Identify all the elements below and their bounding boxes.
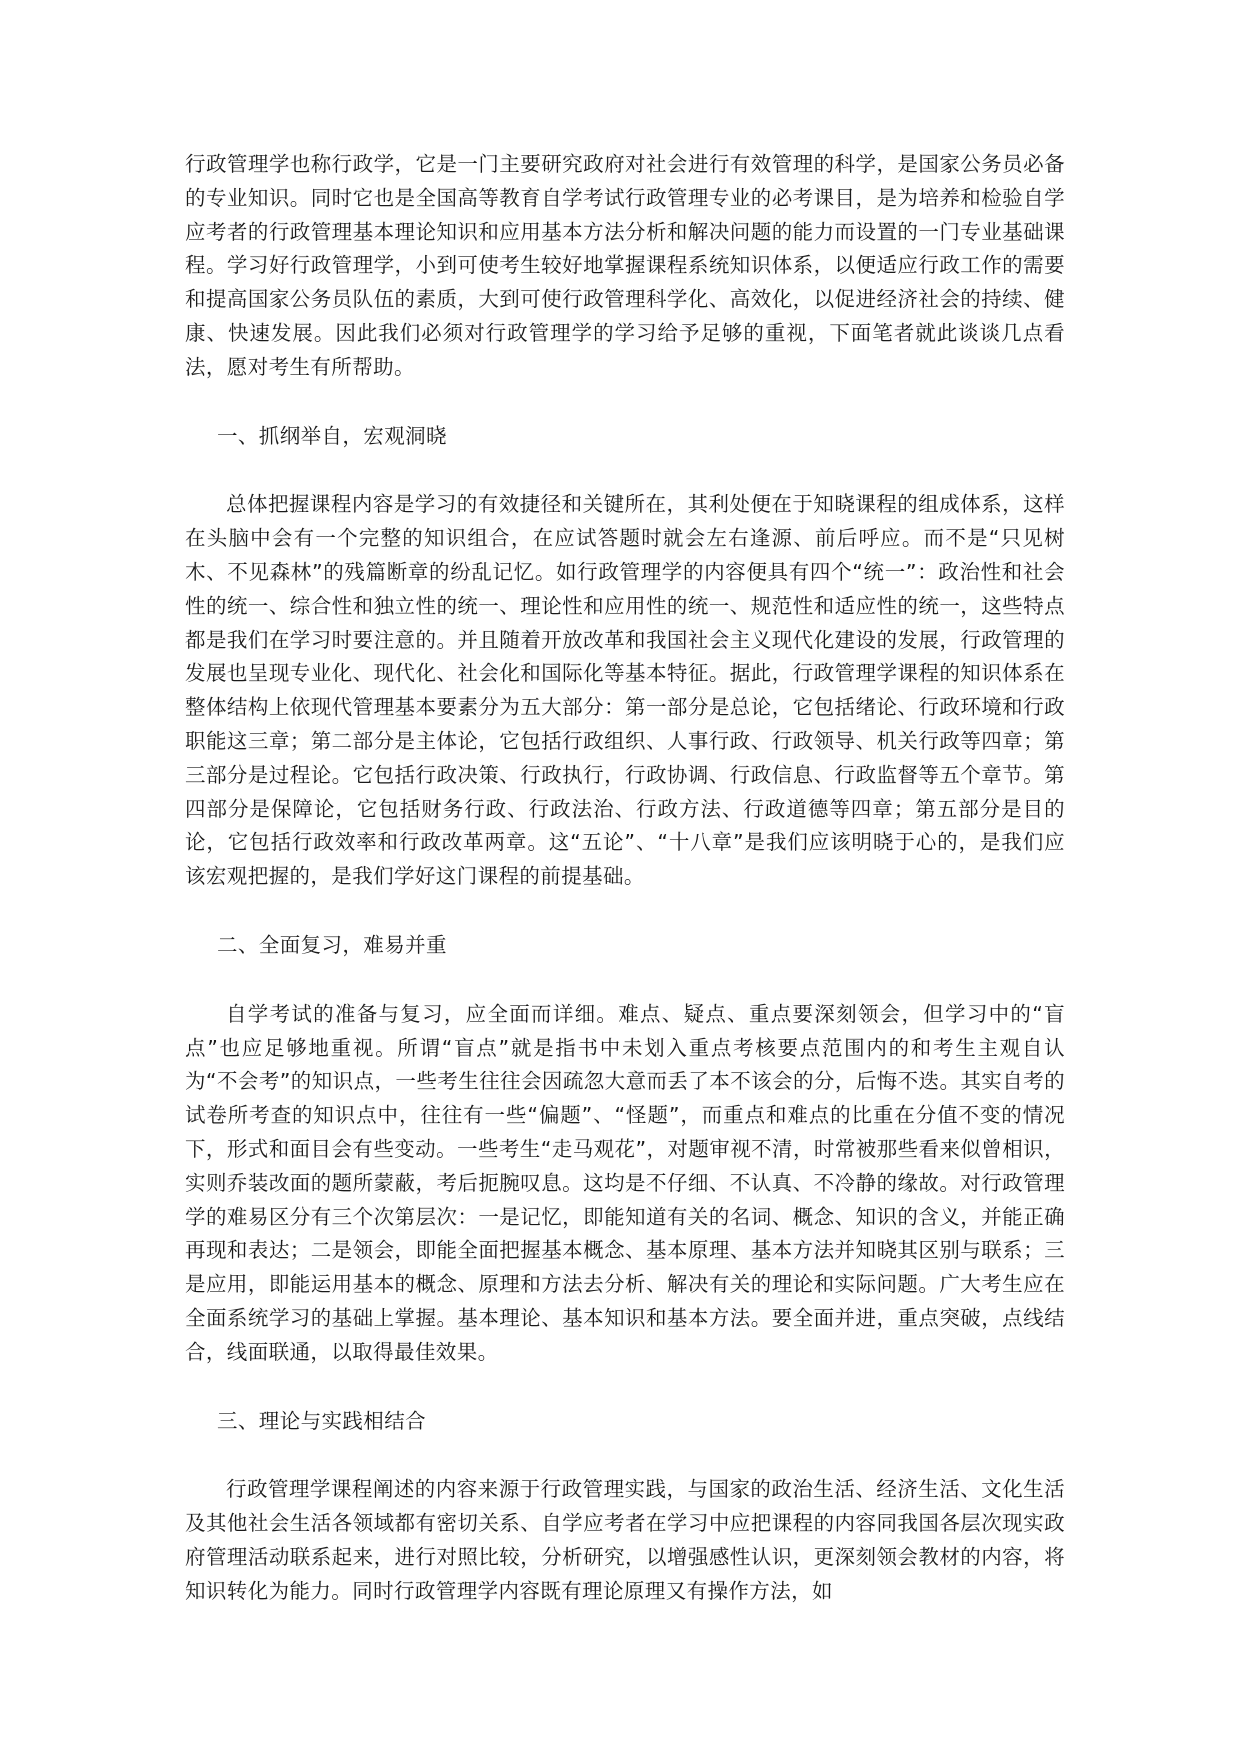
document-page <box>185 148 1065 1708</box>
spacer <box>185 963 1065 998</box>
spacer <box>185 1438 1065 1473</box>
intro-paragraph: 行政管理学也称行政学，它是一门主要研究政府对社会进行有效管理的科学，是国家公务员必备的专业知识。同时它也是全国高等教育自学考试行政管理专业的必考课目，是为培养和检验自学应考者的行政管理基本理论知识和应用基本方法分析和解决问题的能力而设置的一门专业基础课程。学习好行政管理学，小到可使考生较好地掌握课程系统知识体系，以便适应行政工作的需要和提高国家公务员队伍的素质，大到可使行政管理科学化、高效化，以促进经济社会的持续、健康、快速发展。因此我们必须对行政管理学的学习给予足够的重视，下面笔者就此谈谈几点看法，愿对考生有所帮助。 <box>185 152 1065 379</box>
spacer <box>185 385 1065 420</box>
spacer <box>185 453 1065 488</box>
spacer <box>185 1370 1065 1405</box>
spacer <box>185 894 1065 929</box>
section-body-1: 总体把握课程内容是学习的有效捷径和关键所在，其利处便在于知晓课程的组成体系，这样在头脑中会有一个完整的知识组合，在应试答题时就会左右逢源、前后呼应。而不是“只见树木、不见森林”的残篇断章的纷乱记忆。如行政管理学的内容便具有四个“统一”：政治性和社会性的统一、综合性和独立性的统一、理论性和应用性的统一、规范性和适应性的统一，这些特点都是我们在学习时要注意的。并且随着开放改革和我国社会主义现代化建设的发展，行政管理的发展也呈现专业化、现代化、社会化和国际化等基本特征。据此，行政管理学课程的知识体系在整体结构上依现代管理基本要素分为五大部分：第一部分是总论，它包括绪论、行政环境和行政职能这三章；第二部分是主体论，它包括行政组织、人事行政、行政领导、机关行政等四章；第三部分是过程论。它包括行政决策、行政执行，行政协调、行政信息、行政监督等五个章节。第四部分是保障论，它包括财务行政、行政法治、行政方法、行政道德等四章；第五部分是目的论，它包括行政效率和行政改革两章。这“五论”、“十八章”是我们应该明晓于心的，是我们应该宏观把握的，是我们学好这门课程的前提基础。 <box>185 492 1065 889</box>
section-body-3: 行政管理学课程阐述的内容来源于行政管理实践，与国家的政治生活、经济生活、文化生活及其他社会生活各领域都有密切关系、自学应考者在学习中应把课程的内容同我国各层次现实政府管理活动联系起来，进行对照比较，分析研究，以增强感性认识，更深刻领会教材的内容，将知识转化为能力。同时行政管理学内容既有理论原理又有操作方法，如 <box>185 1477 1065 1603</box>
section-body-2: 自学考试的准备与复习，应全面而详细。难点、疑点、重点要深刻领会，但学习中的“盲点”也应足够地重视。所谓“盲点”就是指书中未划入重点考核要点范围内的和考生主观自认为“不会考”的知识点，一些考生往往会因疏忽大意而丢了本不该会的分，后悔不迭。其实自考的试卷所考查的知识点中，往往有一些“偏题”、“怪题”，而重点和难点的比重在分值不变的情况下，形式和面目会有些变动。一些考生“走马观花”，对题审视不清，时常被那些看来似曾相识，实则乔装改面的题所蒙蔽，考后扼腕叹息。这均是不仔细、不认真、不冷静的缘故。对行政管理学的难易区分有三个次第层次：一是记忆，即能知道有关的名词、概念、知识的含义，并能正确再现和表达；二是领会，即能全面把握基本概念、基本原理、基本方法并知晓其区别与联系；三是应用，即能运用基本的概念、原理和方法去分析、解决有关的理论和实际问题。广大考生应在全面系统学习的基础上掌握。基本理论、基本知识和基本方法。要全面并进，重点突破，点线结合，线面联通，以取得最佳效果。 <box>185 1001 1065 1364</box>
section-heading-2: 二、全面复习，难易并重 <box>217 932 447 957</box>
section-heading-1: 一、抓纲举自，宏观洞晓 <box>217 423 447 448</box>
section-heading-3: 三、理论与实践相结合 <box>217 1408 426 1433</box>
